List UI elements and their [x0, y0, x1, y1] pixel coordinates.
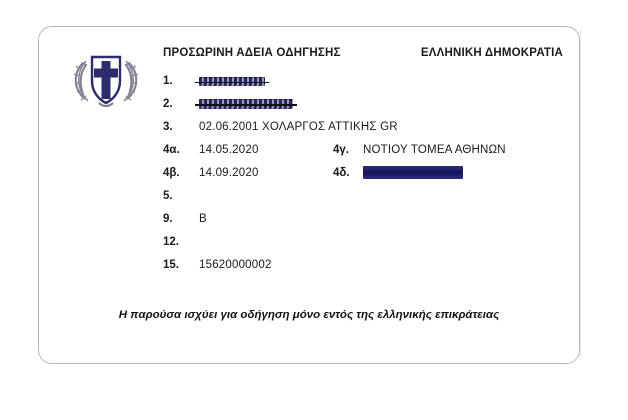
- document-header: [163, 47, 563, 59]
- greek-coat-of-arms-emblem: [69, 41, 143, 115]
- field-number: 1.: [163, 75, 173, 87]
- field-row-9: [163, 211, 563, 234]
- field-number: 9.: [163, 213, 173, 225]
- field-row-5: [163, 188, 563, 211]
- field-row-4b: [163, 165, 563, 188]
- field-number-4c: 4γ.: [333, 144, 349, 156]
- field-row-1: [163, 73, 563, 96]
- redacted-surname: [199, 77, 265, 86]
- footer-divider: [69, 295, 549, 296]
- field-value-categories: Β: [199, 213, 207, 225]
- field-value-birth: 02.06.2001 ΧΟΛΑΡΓΟΣ ΑΤΤΙΚΗΣ GR: [199, 121, 398, 133]
- field-value-authority: ΝΟΤΙΟΥ ΤΟΜΕΑ ΑΘΗΝΩΝ: [363, 144, 506, 156]
- field-value-expiry-date: 14.09.2020: [199, 167, 259, 179]
- document-title-right: ΕΛΛΗΝΙΚΗ ΔΗΜΟΚΡΑΤΙΑ: [420, 47, 563, 59]
- field-number: 2.: [163, 98, 173, 110]
- scan-edge: [580, 30, 581, 360]
- field-number: 4α.: [163, 144, 180, 156]
- field-row-3: [163, 119, 563, 142]
- field-number: 5.: [163, 190, 173, 202]
- redacted-personal-number: [363, 166, 463, 179]
- field-row-2: [163, 96, 563, 119]
- field-row-12: [163, 234, 563, 257]
- field-number: 4β.: [163, 167, 180, 179]
- field-list: [163, 73, 563, 280]
- field-row-4a: [163, 142, 563, 165]
- field-number: 3.: [163, 121, 173, 133]
- field-value-issue-date: 14.05.2020: [199, 144, 259, 156]
- redacted-given-name: [199, 99, 293, 109]
- document-title-left: ΠΡΟΣΩΡΙΝΗ ΑΔΕΙΑ ΟΔΗΓΗΣΗΣ: [163, 47, 341, 59]
- temporary-driving-licence-card: [38, 26, 580, 364]
- field-number: 15.: [163, 259, 179, 271]
- field-number-4d: 4δ.: [333, 167, 350, 179]
- field-value-document-number: 15620000002: [199, 259, 272, 271]
- field-number: 12.: [163, 236, 179, 248]
- field-row-15: [163, 257, 563, 280]
- validity-note: Η παρούσα ισχύει για οδήγηση μόνο εντός της ελληνικής επικράτειας: [118, 309, 500, 321]
